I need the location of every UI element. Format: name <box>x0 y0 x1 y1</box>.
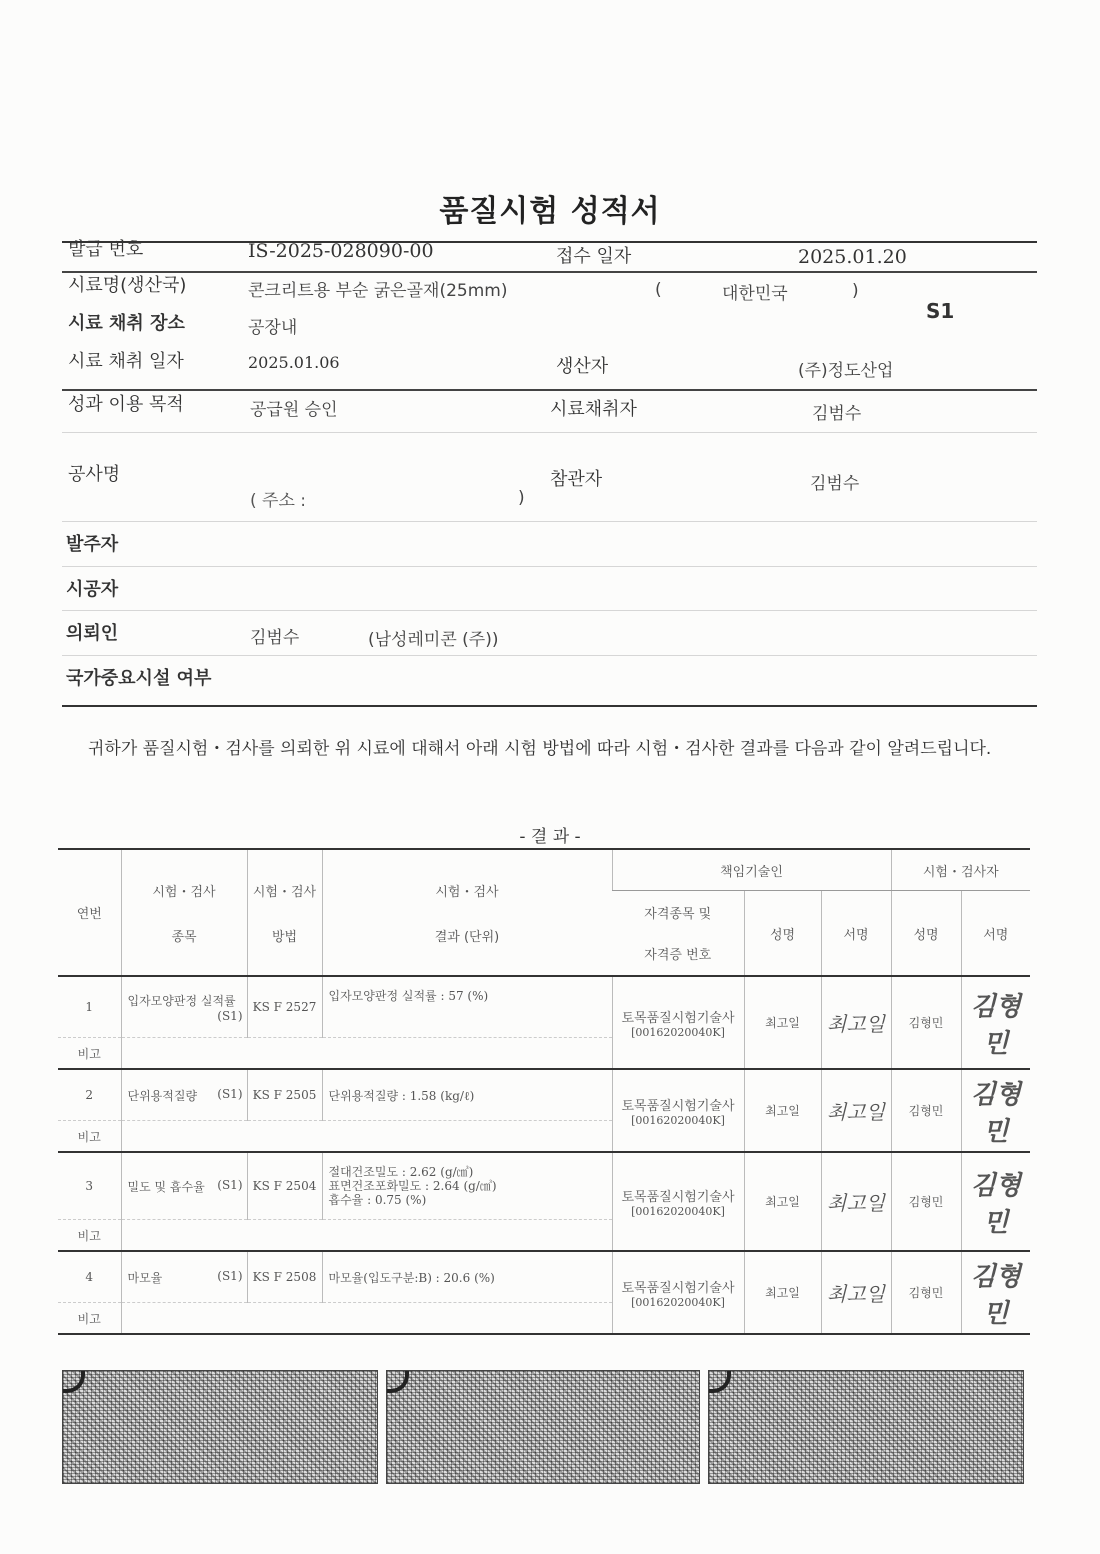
header-engineer-sign: 서명 <box>821 891 891 977</box>
row-item-code: (S1) <box>217 1086 243 1101</box>
row-item-name: 단위용적질량 <box>127 1088 198 1103</box>
table-row <box>58 1251 1030 1303</box>
row-no: 2 <box>58 1069 121 1121</box>
results-title: - 결 과 - <box>519 827 581 847</box>
producer-value: (주)정도산업 <box>798 361 894 381</box>
row-item-name: 밀도 및 흡수율 <box>127 1179 205 1194</box>
note-label: 비고 <box>58 1220 121 1252</box>
divider <box>62 271 1037 273</box>
qualification-name: 토목품질시험기술사 <box>621 1189 735 1205</box>
cert-no: [00162020040K] <box>631 1113 725 1127</box>
row-result: 입자모양판정 실적률 : 57 (%) <box>322 976 612 1038</box>
header-method-line2: 방법 <box>271 929 298 945</box>
country-open: ( <box>655 280 662 300</box>
row-engineer: 최고일 <box>744 976 821 1069</box>
divider <box>62 566 1037 567</box>
document-title: 품질시험 성적서 <box>439 194 661 229</box>
result-line-1: 절대건조밀도 : 2.62 (g/㎤) <box>328 1165 474 1179</box>
sample-place-label: 시료 채취 장소 <box>68 313 185 334</box>
note-label: 비고 <box>58 1038 121 1070</box>
contractor-label: 시공자 <box>66 579 119 600</box>
country-value: 대한민국 <box>722 284 788 304</box>
barcode-mark-icon <box>63 1371 85 1393</box>
sampler-value: 김범수 <box>812 404 862 424</box>
row-item-name: 마모율 <box>127 1270 163 1285</box>
qualification-name: 토목품질시험기술사 <box>621 1010 735 1026</box>
row-method: KS F 2508 <box>247 1251 322 1303</box>
row-qualification <box>612 976 744 1069</box>
engineer-signature: 최고일 <box>821 1251 891 1334</box>
sample-date-label: 시료 채취 일자 <box>68 351 184 372</box>
row-method: KS F 2505 <box>247 1069 322 1121</box>
row-item-code: (S1) <box>217 1268 243 1283</box>
divider <box>62 610 1037 611</box>
tester-signature: 김형민 <box>961 976 1030 1069</box>
header-tester-name: 성명 <box>891 891 961 977</box>
project-address: ( 주소 : <box>250 491 307 511</box>
divider <box>62 655 1037 656</box>
row-qualification <box>612 1152 744 1251</box>
header-item <box>121 849 247 976</box>
client-value: 김범수 <box>250 628 300 648</box>
client-label: 의뢰인 <box>66 623 119 644</box>
row-item <box>121 1251 247 1303</box>
barcode-1 <box>62 1370 378 1484</box>
divider <box>62 521 1037 522</box>
table-row <box>58 1152 1030 1220</box>
row-tester: 김형민 <box>891 1069 961 1152</box>
witness-label: 참관자 <box>550 469 603 490</box>
result-line-3: 흡수율 : 0.75 (%) <box>328 1193 427 1207</box>
sample-date-value: 2025.01.06 <box>248 353 340 372</box>
note-value <box>121 1121 612 1153</box>
barcode-mark-icon <box>709 1371 731 1393</box>
producer-label: 생산자 <box>556 356 609 377</box>
row-result: 단위용적질량 : 1.58 (kg/ℓ) <box>322 1069 612 1121</box>
row-result: 마모율(입도구분:B) : 20.6 (%) <box>322 1251 612 1303</box>
note-label: 비고 <box>58 1303 121 1335</box>
engineer-signature: 최고일 <box>821 1069 891 1152</box>
engineer-signature: 최고일 <box>821 1152 891 1251</box>
divider <box>62 432 1037 433</box>
note-value <box>121 1220 612 1252</box>
header-method <box>247 849 322 976</box>
tester-signature: 김형민 <box>961 1251 1030 1334</box>
barcode-3 <box>708 1370 1024 1484</box>
qualification-name: 토목품질시험기술사 <box>621 1098 735 1114</box>
tester-signature: 김형민 <box>961 1069 1030 1152</box>
header-engineer: 책임기술인 <box>612 849 891 891</box>
row-method: KS F 2527 <box>247 976 322 1038</box>
header-item-line1: 시험・검사 <box>152 884 216 900</box>
results-table <box>58 848 1030 1335</box>
header-item-line2: 종목 <box>171 929 197 945</box>
project-label: 공사명 <box>68 464 121 485</box>
row-item-name: 입자모양판정 실적률 <box>127 993 236 1008</box>
client-company: (남성레미콘 (주)) <box>368 630 499 650</box>
cert-no: [00162020040K] <box>631 1025 725 1039</box>
sample-marker: S1 <box>926 299 955 323</box>
divider <box>62 389 1037 391</box>
row-item <box>121 1069 247 1121</box>
result-line-2: 표면건조포화밀도 : 2.64 (g/㎤) <box>328 1179 497 1193</box>
row-method: KS F 2504 <box>247 1152 322 1220</box>
note-value <box>121 1303 612 1335</box>
sample-name-value: 콘크리트용 부순 굵은골재(25mm) <box>248 281 508 301</box>
qualification-name: 토목품질시험기술사 <box>621 1280 735 1296</box>
header-result-line1: 시험・검사 <box>435 884 499 900</box>
row-tester: 김형민 <box>891 976 961 1069</box>
row-tester: 김형민 <box>891 1251 961 1334</box>
divider <box>62 705 1037 707</box>
header-qual-line2: 자격증 번호 <box>644 948 712 963</box>
barcode-mark-icon <box>387 1371 409 1393</box>
purpose-label: 성과 이용 목적 <box>68 394 184 415</box>
row-tester: 김형민 <box>891 1152 961 1251</box>
row-qualification <box>612 1251 744 1334</box>
row-item-code: (S1) <box>217 1177 243 1192</box>
header-method-line1: 시험・검사 <box>252 884 317 900</box>
row-engineer: 최고일 <box>744 1152 821 1251</box>
row-no: 1 <box>58 976 121 1038</box>
sample-place-value: 공장내 <box>248 318 298 338</box>
sample-name-label: 시료명(생산국) <box>68 275 187 296</box>
issue-no-value: IS-2025-028090-00 <box>248 240 434 262</box>
project-address-close: ) <box>518 488 525 508</box>
cert-no: [00162020040K] <box>631 1295 725 1309</box>
header-result-line2: 결과 (단위) <box>434 929 500 945</box>
sampler-label: 시료채취자 <box>550 399 637 420</box>
header-tester-sign: 서명 <box>961 891 1030 977</box>
header-no: 연번 <box>58 849 121 976</box>
header-qualification <box>612 891 744 977</box>
header-result <box>322 849 612 976</box>
header-qual-line1: 자격종목 및 <box>644 907 712 922</box>
tester-signature: 김형민 <box>961 1152 1030 1251</box>
row-engineer: 최고일 <box>744 1251 821 1334</box>
row-item <box>121 976 247 1038</box>
orderer-label: 발주자 <box>66 534 119 555</box>
purpose-value: 공급원 승인 <box>250 400 338 420</box>
receipt-date-value: 2025.01.20 <box>798 246 907 268</box>
row-no: 3 <box>58 1152 121 1220</box>
divider <box>62 241 1037 243</box>
row-no: 4 <box>58 1251 121 1303</box>
country-close: ) <box>852 281 859 301</box>
row-result <box>322 1152 612 1220</box>
row-engineer: 최고일 <box>744 1069 821 1152</box>
national-facility-label: 국가중요시설 여부 <box>66 668 212 689</box>
note-label: 비고 <box>58 1121 121 1153</box>
table-row <box>58 1069 1030 1121</box>
table-row <box>58 976 1030 1038</box>
witness-value: 김범수 <box>810 474 860 494</box>
header-engineer-name: 성명 <box>744 891 821 977</box>
receipt-date-label: 접수 일자 <box>556 246 632 267</box>
barcode-2 <box>386 1370 700 1484</box>
statement-text: 귀하가 품질시험・검사를 의뢰한 위 시료에 대해서 아래 시험 방법에 따라 시험・검사한 결과를 다음과 같이 알려드립니다. <box>88 739 992 759</box>
cert-no: [00162020040K] <box>631 1204 725 1218</box>
row-item <box>121 1152 247 1220</box>
engineer-signature: 최고일 <box>821 976 891 1069</box>
note-value <box>121 1038 612 1070</box>
row-item-code: (S1) <box>217 1008 243 1023</box>
row-qualification <box>612 1069 744 1152</box>
header-tester: 시험・검사자 <box>891 849 1030 891</box>
issue-no-label: 발급 번호 <box>68 239 144 260</box>
